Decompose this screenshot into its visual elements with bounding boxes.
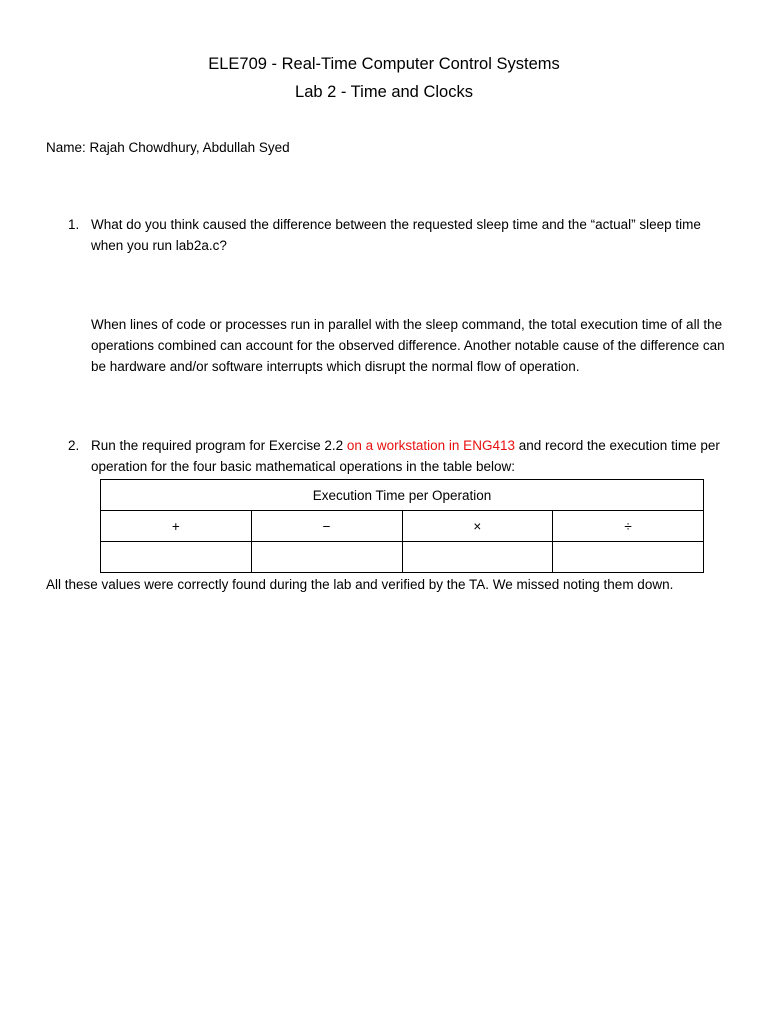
table-col-add: + — [101, 511, 252, 542]
table-header: Execution Time per Operation — [101, 480, 704, 511]
question-2-text-before: Run the required program for Exercise 2.2 — [91, 438, 347, 453]
question-2-number: 2. — [68, 438, 80, 453]
student-names: Name: Rajah Chowdhury, Abdullah Syed — [46, 140, 290, 155]
table-value-multiply — [402, 542, 553, 573]
question-1-number: 1. — [68, 217, 80, 232]
document-title: ELE709 - Real-Time Computer Control Systems — [208, 55, 560, 73]
question-1-text: What do you think caused the difference between the requested sleep time and the “actual” sleep time when you run lab2a.c? — [91, 217, 701, 253]
question-2-highlight: on a workstation in ENG413 — [346, 438, 515, 453]
document-subtitle: Lab 2 - Time and Clocks — [295, 83, 473, 101]
execution-time-table — [100, 479, 704, 573]
question-2-text-after: and record the execution time per operation for the four basic mathematical operations in the table below: — [91, 438, 720, 474]
table-col-divide: ÷ — [553, 511, 704, 542]
table-operations-row — [101, 511, 704, 542]
table-value-divide — [553, 542, 704, 573]
table-col-multiply: × — [402, 511, 553, 542]
table-value-add — [101, 542, 252, 573]
question-2-text — [91, 435, 731, 477]
table-header-row — [101, 480, 704, 511]
table-values-row — [101, 542, 704, 573]
table-value-subtract — [251, 542, 402, 573]
answer-1: When lines of code or processes run in parallel with the sleep command, the total execution time of all the operations combined can account for the observed difference. Another notable cause of the difference can be hardware and/or software interrupts which disrupt the normal flow of operation. — [91, 317, 725, 374]
note-text: All these values were correctly found during the lab and verified by the TA. We missed noting them down. — [46, 577, 674, 592]
table-col-subtract: − — [251, 511, 402, 542]
